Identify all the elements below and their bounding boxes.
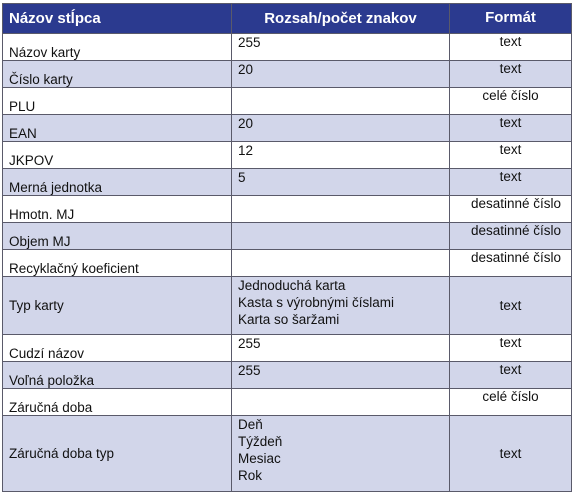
cell-column-name: Hmotn. MJ <box>3 196 232 223</box>
range-value: Karta so šaržami <box>238 312 340 327</box>
table-row <box>3 88 572 115</box>
cell-column-name: Číslo karty <box>3 61 232 88</box>
cell-range <box>232 277 450 335</box>
cell-column-name: Záručná doba <box>3 389 232 416</box>
cell-column-name: Merná jednotka <box>3 169 232 196</box>
table-row <box>3 115 572 142</box>
table-row <box>3 223 572 250</box>
cell-range <box>232 335 450 362</box>
spec-table <box>2 3 572 492</box>
table-row <box>3 169 572 196</box>
range-value: Kasta s výrobnými číslami <box>238 295 395 310</box>
table-row <box>3 142 572 169</box>
cell-format: text <box>450 34 572 61</box>
cell-column-name: Voľná položka <box>3 362 232 389</box>
cell-range <box>232 34 450 61</box>
cell-range <box>232 88 450 115</box>
table-row <box>3 61 572 88</box>
cell-format: text <box>450 142 572 169</box>
table-row <box>3 34 572 61</box>
table-row <box>3 335 572 362</box>
cell-format: text <box>450 169 572 196</box>
range-value: Rok <box>238 468 263 483</box>
table-row <box>3 416 572 492</box>
cell-format: text <box>450 277 572 335</box>
column-header-format: Formát <box>450 4 572 34</box>
range-value: Deň <box>238 417 263 432</box>
cell-format: desatinné číslo <box>450 223 572 250</box>
cell-column-name: JKPOV <box>3 142 232 169</box>
range-value: 20 <box>238 62 254 77</box>
range-value: 20 <box>238 116 254 131</box>
cell-range <box>232 115 450 142</box>
range-value: 255 <box>238 35 261 50</box>
cell-column-name: Záručná doba typ <box>3 416 232 492</box>
cell-format: text <box>450 362 572 389</box>
range-value: 12 <box>238 143 254 158</box>
cell-format: text <box>450 416 572 492</box>
cell-range <box>232 416 450 492</box>
cell-column-name: Typ karty <box>3 277 232 335</box>
cell-format: text <box>450 335 572 362</box>
cell-range <box>232 362 450 389</box>
cell-column-name: Názov karty <box>3 34 232 61</box>
cell-format: desatinné číslo <box>450 250 572 277</box>
range-value: Jednoduchá karta <box>238 278 346 293</box>
range-value: 255 <box>238 336 261 351</box>
table-row <box>3 277 572 335</box>
table-row <box>3 389 572 416</box>
range-value: Týždeň <box>238 434 283 449</box>
cell-range <box>232 389 450 416</box>
cell-column-name: Objem MJ <box>3 223 232 250</box>
table-row <box>3 362 572 389</box>
range-value: 255 <box>238 363 261 378</box>
cell-range <box>232 196 450 223</box>
cell-column-name: Cudzí názov <box>3 335 232 362</box>
cell-format: celé číslo <box>450 389 572 416</box>
cell-format: text <box>450 115 572 142</box>
cell-column-name: Recyklačný koeficient <box>3 250 232 277</box>
cell-format: text <box>450 61 572 88</box>
cell-format: celé číslo <box>450 88 572 115</box>
cell-range <box>232 169 450 196</box>
column-header-range: Rozsah/počet znakov <box>232 4 450 34</box>
table-body <box>3 34 572 492</box>
range-value: Mesiac <box>238 451 281 466</box>
table-row <box>3 250 572 277</box>
table-row <box>3 196 572 223</box>
cell-range <box>232 61 450 88</box>
cell-range <box>232 223 450 250</box>
cell-column-name: EAN <box>3 115 232 142</box>
range-value: 5 <box>238 170 246 185</box>
header-row <box>3 4 572 34</box>
cell-range <box>232 250 450 277</box>
cell-column-name: PLU <box>3 88 232 115</box>
cell-format: desatinné číslo <box>450 196 572 223</box>
column-header-name: Názov stĺpca <box>3 4 232 34</box>
cell-range <box>232 142 450 169</box>
